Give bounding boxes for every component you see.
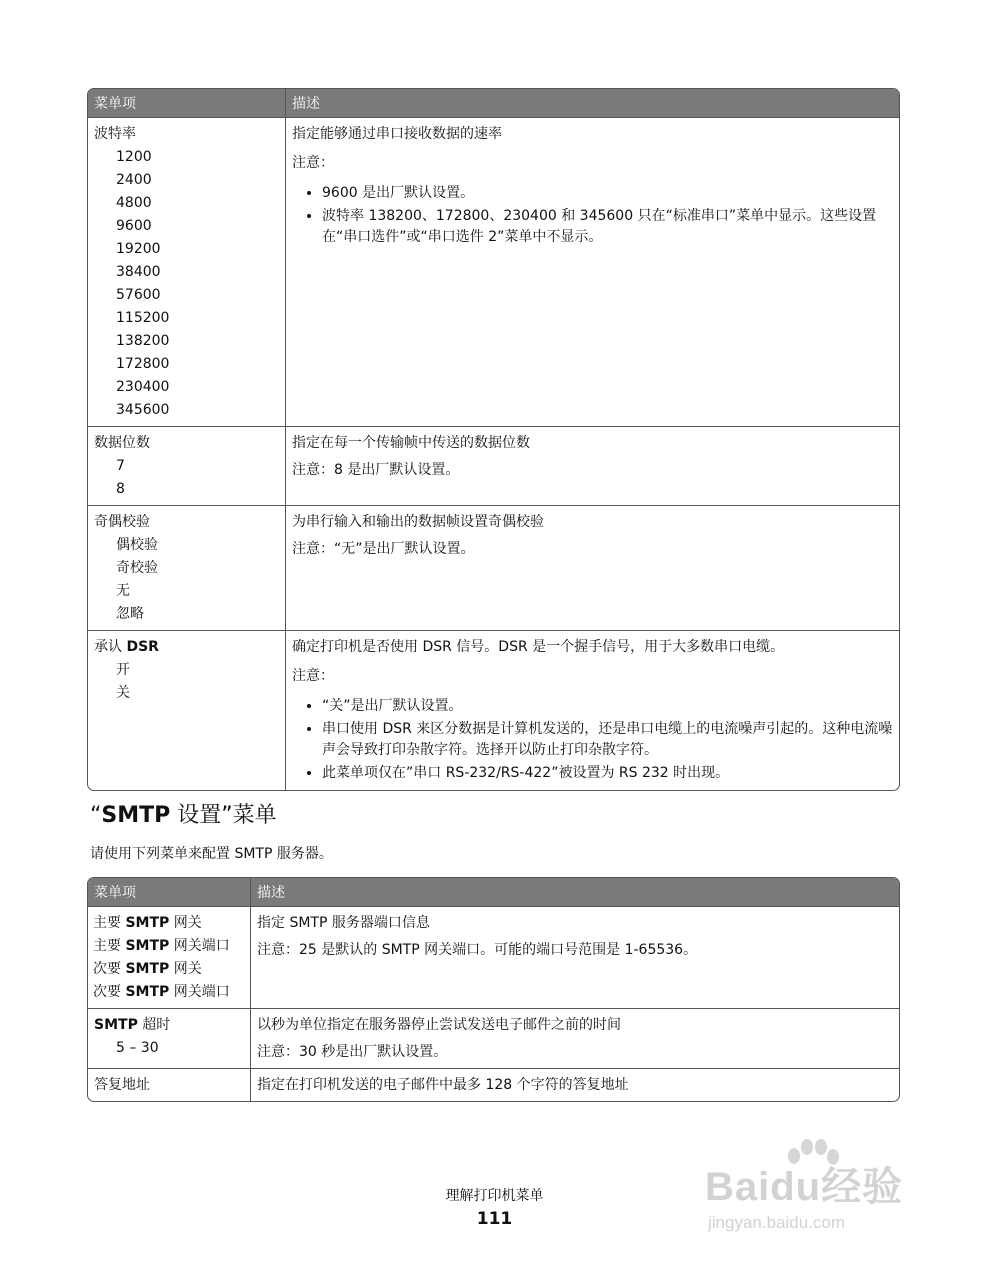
title-rest: 设置”菜单 (170, 803, 277, 828)
option-value: 115200 (116, 310, 170, 326)
note-text: 注意：“无”是出厂默认设置。 (292, 541, 475, 557)
menu-item-label: 主要 SMTP 网关端口 (93, 938, 230, 954)
table-row (88, 1068, 899, 1101)
header-description: 描述 (285, 89, 899, 117)
menu-item-cell (88, 1008, 250, 1068)
table-row (88, 505, 899, 630)
option-value: 关 (116, 685, 130, 701)
option-value: 2400 (116, 172, 152, 188)
title-bold: SMTP (101, 803, 171, 828)
option-value: 开 (116, 662, 130, 678)
serial-menu-table (87, 88, 900, 791)
option-value: 138200 (116, 333, 170, 349)
option-value: 4800 (116, 195, 152, 211)
note-text: 注意：30 秒是出厂默认设置。 (257, 1044, 448, 1060)
table-row (88, 906, 899, 1008)
note-label: 注意： (292, 155, 334, 171)
option-value: 172800 (116, 356, 170, 372)
menu-item-cell (88, 630, 285, 790)
description-cell (285, 117, 899, 426)
description-cell (285, 630, 899, 790)
menu-item-cell (88, 505, 285, 630)
watermark-url: jingyan.baidu.com (708, 1213, 846, 1232)
header-description: 描述 (250, 878, 899, 906)
menu-item-bold: DSR (126, 639, 159, 655)
description-text: 指定在每一个传输帧中传送的数据位数 (292, 435, 530, 451)
menu-item-label: 主要 SMTP 网关 (93, 915, 202, 931)
note-text: 注意：25 是默认的 SMTP 网关端口。可能的端口号范围是 1-65536。 (257, 942, 698, 958)
description-text: 指定能够通过串口接收数据的速率 (292, 126, 502, 142)
menu-item-cell (88, 117, 285, 426)
table-header-row (88, 878, 899, 906)
description-text: 为串行输入和输出的数据帧设置奇偶校验 (292, 514, 544, 530)
description-text: 指定在打印机发送的电子邮件中最多 128 个字符的答复地址 (257, 1077, 629, 1093)
option-value: 忽略 (116, 606, 144, 622)
note-item: • “关”是出厂默认设置。 (322, 696, 893, 717)
option-value: 偶校验 (116, 537, 158, 553)
note-item: • 9600 是出厂默认设置。 (322, 183, 893, 204)
note-label: 注意： (292, 668, 334, 684)
description-text: 以秒为单位指定在服务器停止尝试发送电子邮件之前的时间 (257, 1017, 621, 1033)
option-value: 奇校验 (116, 560, 158, 576)
menu-item-label: 波特率 (94, 126, 136, 142)
option-value: 38400 (116, 264, 161, 280)
option-value: 5 – 30 (116, 1040, 159, 1056)
menu-item-label: 数据位数 (94, 435, 150, 451)
header-menu-item: 菜单项 (88, 89, 285, 117)
note-item: • 此菜单项仅在”串口 RS-232/RS-422”被设置为 RS 232 时出现。 (322, 763, 893, 784)
option-value: 无 (116, 583, 130, 599)
option-value: 345600 (116, 402, 170, 418)
option-value: 9600 (116, 218, 152, 234)
menu-item-cell (88, 1068, 250, 1101)
description-cell (250, 1068, 899, 1101)
option-value: 19200 (116, 241, 161, 257)
description-text: 确定打印机是否使用 DSR 信号。DSR 是一个握手信号，用于大多数串口电缆。 (292, 639, 785, 655)
table-row (88, 426, 899, 505)
option-value: 7 (116, 458, 125, 474)
table-header-row (88, 89, 899, 117)
menu-item-label (94, 636, 279, 659)
note-text: 注意：8 是出厂默认设置。 (292, 462, 460, 478)
table-row (88, 630, 899, 790)
note-list (292, 183, 893, 248)
description-cell (250, 1008, 899, 1068)
title-quote: “ (90, 803, 102, 828)
note-item: • 波特率 138200、172800、230400 和 345600 只在“标准串口”菜单中显示。这些设置在“串口选件”或“串口选件 2”菜单中不显示。 (322, 206, 893, 248)
description-cell (285, 505, 899, 630)
note-list (292, 696, 893, 784)
description-text: 指定 SMTP 服务器端口信息 (257, 915, 430, 931)
menu-item-label: SMTP 超时 (94, 1017, 171, 1033)
footer-title: 理解打印机菜单 (445, 1188, 544, 1204)
page-number: 111 (476, 1209, 513, 1229)
section-intro: 请使用下列菜单来配置 SMTP 服务器。 (90, 846, 333, 862)
option-value: 57600 (116, 287, 161, 303)
option-value: 1200 (116, 149, 152, 165)
option-value: 8 (116, 481, 125, 497)
menu-item-cell (88, 426, 285, 505)
menu-item-label: 奇偶校验 (94, 514, 150, 530)
description-cell (250, 906, 899, 1008)
watermark-logo: Baidu经验 (705, 1165, 904, 1209)
header-menu-item: 菜单项 (88, 878, 250, 906)
menu-item-label: 次要 SMTP 网关端口 (93, 984, 230, 1000)
description-cell (285, 426, 899, 505)
menu-item-cell (88, 906, 250, 1008)
smtp-menu-table (87, 877, 900, 1102)
menu-item-label: 答复地址 (94, 1077, 150, 1093)
section-title (90, 798, 277, 829)
table-row (88, 1008, 899, 1068)
note-item: • 串口使用 DSR 来区分数据是计算机发送的，还是串口电缆上的电流噪声引起的。这种电流噪声会导致打印杂散字符。选择开以防止打印杂散字符。 (322, 719, 893, 761)
menu-item-prefix: 承认 (94, 639, 122, 655)
menu-item-label: 次要 SMTP 网关 (93, 961, 202, 977)
option-value: 230400 (116, 379, 170, 395)
table-row (88, 117, 899, 426)
